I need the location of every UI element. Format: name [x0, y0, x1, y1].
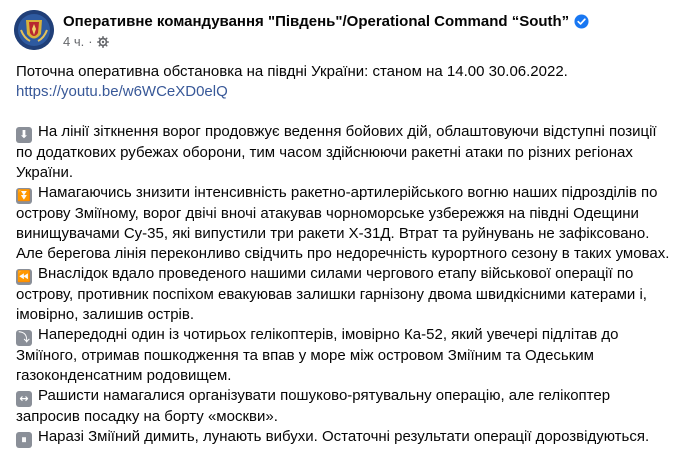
pause-emoji-icon: ⏸: [16, 432, 32, 448]
verified-badge-icon: [574, 14, 589, 29]
paragraph-text: Намагаючись знизити інтенсивність ракетно-артилерійського вогню наших підрозділів по острову Зміїному, ворог двічі вночі атакував чорноморське узбережжя на півдні Одещини винищувачами Су-35, які випустили три ракети Х-31Д. Втрат та руйнувань не зафіксовано. Але берегова лінія переконливо свідчить про недоречність курортного сезону в таких умовах.: [16, 184, 670, 262]
curved-down-arrow-emoji-icon: ⤵: [16, 330, 32, 346]
post-subline: [63, 34, 589, 49]
fast-down-emoji-icon: ⏬: [17, 189, 31, 202]
intro-text: Поточна оперативна обстановка на півдні України: станом на 14.00 30.06.2022.: [16, 63, 568, 80]
paragraph-text: На лінії зіткнення ворог продовжує ведення бойових дій, облаштовуючи відступні позиції по додаткових рубежах оборони, тим часом здійснюючи ракетні атаки по різних регіонах України.: [16, 123, 657, 181]
paragraph: [16, 325, 672, 386]
paragraph-text: Рашисти намагалися організувати пошуково-рятувальну операцію, але гелікоптер запросив посадку на борту «москви».: [16, 387, 611, 425]
paragraph: [16, 427, 672, 448]
paragraph-text: Наразі Зміїний димить, лунають вибухи. Остаточні результати операції дорозвідуються.: [38, 428, 650, 445]
post-timestamp[interactable]: 4 ч.: [63, 34, 85, 49]
page-avatar[interactable]: [14, 10, 54, 50]
left-right-arrow-emoji-icon: ↔: [16, 391, 32, 407]
rewind-emoji-icon: ⏪: [17, 270, 31, 283]
post-body: [16, 62, 672, 448]
paragraph: [16, 264, 672, 325]
paragraph: [16, 122, 672, 183]
paragraph: [16, 386, 672, 427]
command-emblem-icon: [14, 10, 54, 50]
paragraph-text: Напередодні один із чотирьох гелікоптерів, імовірно Ка-52, який увечері підлітав до Зміїного, отримав пошкодження та впав у море між островом Зміїним та Одеським газоконденсатним родовищем.: [16, 326, 619, 384]
page-name-row: [63, 13, 589, 30]
separator-dot: ·: [88, 34, 93, 49]
post-intro: [16, 62, 672, 102]
post-meta: [63, 10, 589, 49]
paragraph-text: Внаслідок вдало проведеного нашими силами чергового етапу військової операції по острову, противник поспіхом евакуював залишки гарнізону двома швидкісними катерами і, імовірно, залишив острів.: [16, 265, 647, 323]
down-arrow-emoji-icon: ⬇: [16, 127, 32, 143]
post-header: [14, 10, 589, 52]
gear-icon[interactable]: [97, 36, 109, 48]
paragraph: [16, 183, 672, 264]
youtube-link[interactable]: https://youtu.be/w6WCeXD0elQ: [16, 83, 228, 100]
page-name-link[interactable]: Оперативне командування "Південь"/Operational Command “South”: [63, 13, 570, 30]
